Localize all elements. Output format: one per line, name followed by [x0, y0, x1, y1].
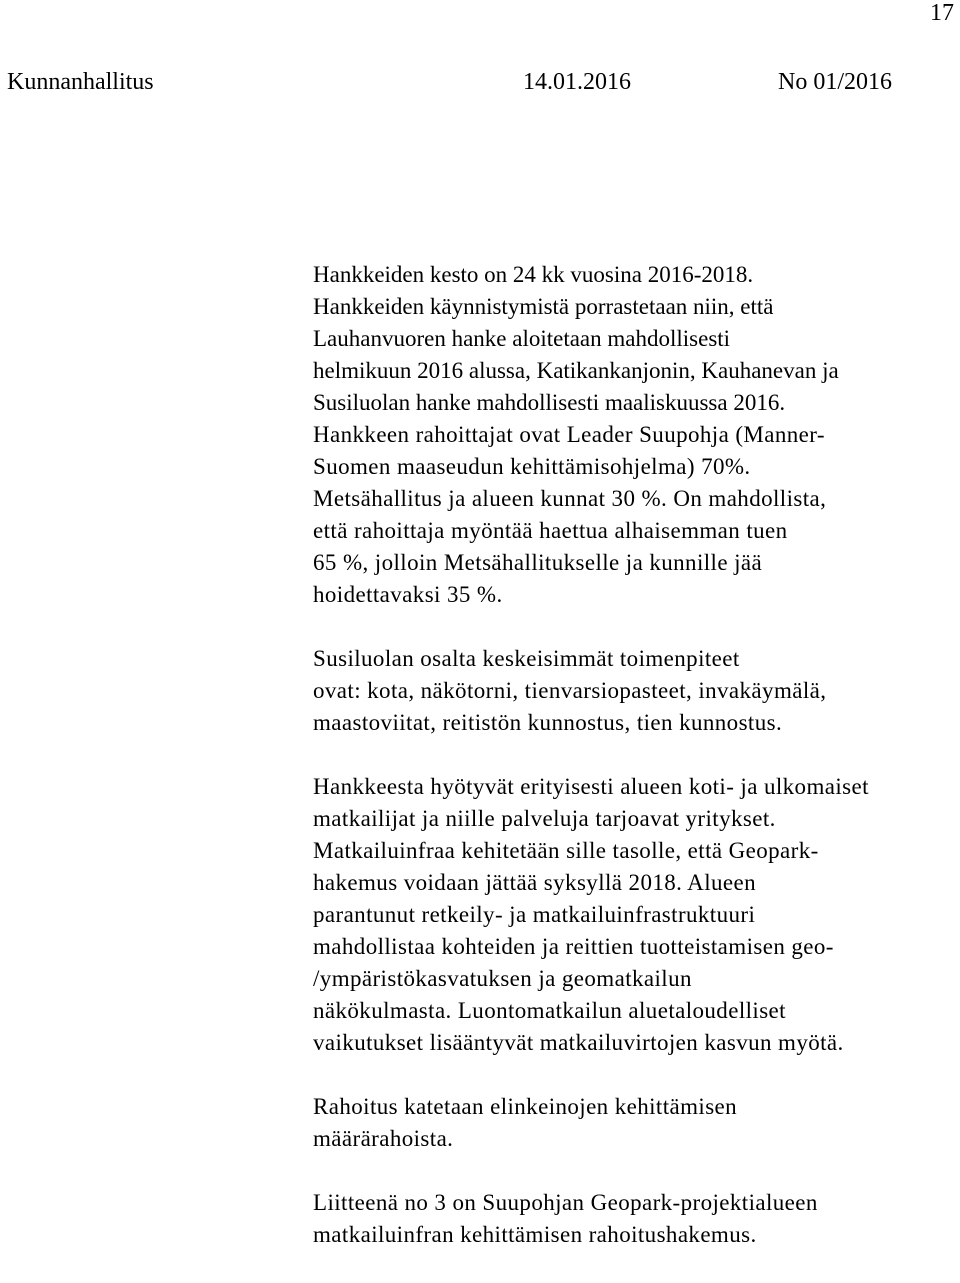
text-line: helmikuun 2016 alussa, Katikankanjonin, Kauhanevan ja: [313, 358, 839, 383]
text-line: Hankkeiden käynnistymistä porrastetaan niin, että: [313, 294, 774, 319]
paragraph-beneficiaries: [313, 771, 953, 1059]
text-line: parantunut retkeily- ja matkailuinfrastruktuuri: [313, 902, 756, 927]
text-line: ovat: kota, näkötorni, tienvarsiopasteet, invakäymälä,: [313, 678, 827, 703]
text-line: maastoviitat, reitistön kunnostus, tien kunnostus.: [313, 710, 783, 735]
text-line: vaikutukset lisääntyvät matkailuvirtojen kasvun myötä.: [313, 1030, 844, 1055]
paragraph-project-duration: [313, 259, 953, 611]
text-line: 65 %, jolloin Metsähallitukselle ja kunnille jää: [313, 550, 763, 575]
text-line: hakemus voidaan jättää syksyllä 2018. Alueen: [313, 870, 756, 895]
text-line: Hankkeesta hyötyvät erityisesti alueen koti- ja ulkomaiset: [313, 774, 869, 799]
text-line: Rahoitus katetaan elinkeinojen kehittämisen: [313, 1094, 738, 1119]
text-line: Susiluolan osalta keskeisimmät toimenpiteet: [313, 646, 740, 671]
text-line: Lauhanvuoren hanke aloitetaan mahdollisesti: [313, 326, 731, 351]
paragraph-attachment: [313, 1187, 953, 1251]
text-line: hoidettavaksi 35 %.: [313, 582, 503, 607]
text-line: matkailuinfran kehittämisen rahoitushakemus.: [313, 1222, 757, 1247]
paragraph-susiluola-measures: [313, 643, 953, 739]
text-line: Liitteenä no 3 on Suupohjan Geopark-projektialueen: [313, 1190, 818, 1215]
text-line: mahdollistaa kohteiden ja reittien tuotteistamisen geo-: [313, 934, 834, 959]
header-date: 14.01.2016: [523, 69, 631, 95]
text-line: Hankkeen rahoittajat ovat Leader Suupohja (Manner-: [313, 422, 825, 447]
document-body: [313, 259, 953, 1283]
header-meeting-number: No 01/2016: [778, 69, 892, 95]
header-body-name: Kunnanhallitus: [7, 69, 154, 95]
text-line: Susiluolan hanke mahdollisesti maaliskuussa 2016.: [313, 390, 786, 415]
text-line: Matkailuinfraa kehitetään sille tasolle, että Geopark-: [313, 838, 819, 863]
text-line: Suomen maaseudun kehittämisohjelma) 70%.: [313, 454, 751, 479]
text-line: /ympäristökasvatuksen ja geomatkailun: [313, 966, 692, 991]
paragraph-funding: [313, 1091, 953, 1155]
text-line: että rahoittaja myöntää haettua alhaisemman tuen: [313, 518, 788, 543]
text-line: Hankkeiden kesto on 24 kk vuosina 2016-2018.: [313, 262, 754, 287]
page-number: 17: [930, 0, 954, 26]
text-line: näkökulmasta. Luontomatkailun aluetaloudelliset: [313, 998, 786, 1023]
text-line: Metsähallitus ja alueen kunnat 30 %. On mahdollista,: [313, 486, 827, 511]
text-line: matkailijat ja niille palveluja tarjoavat yritykset.: [313, 806, 776, 831]
text-line: määrärahoista.: [313, 1126, 454, 1151]
document-header: [0, 67, 960, 97]
